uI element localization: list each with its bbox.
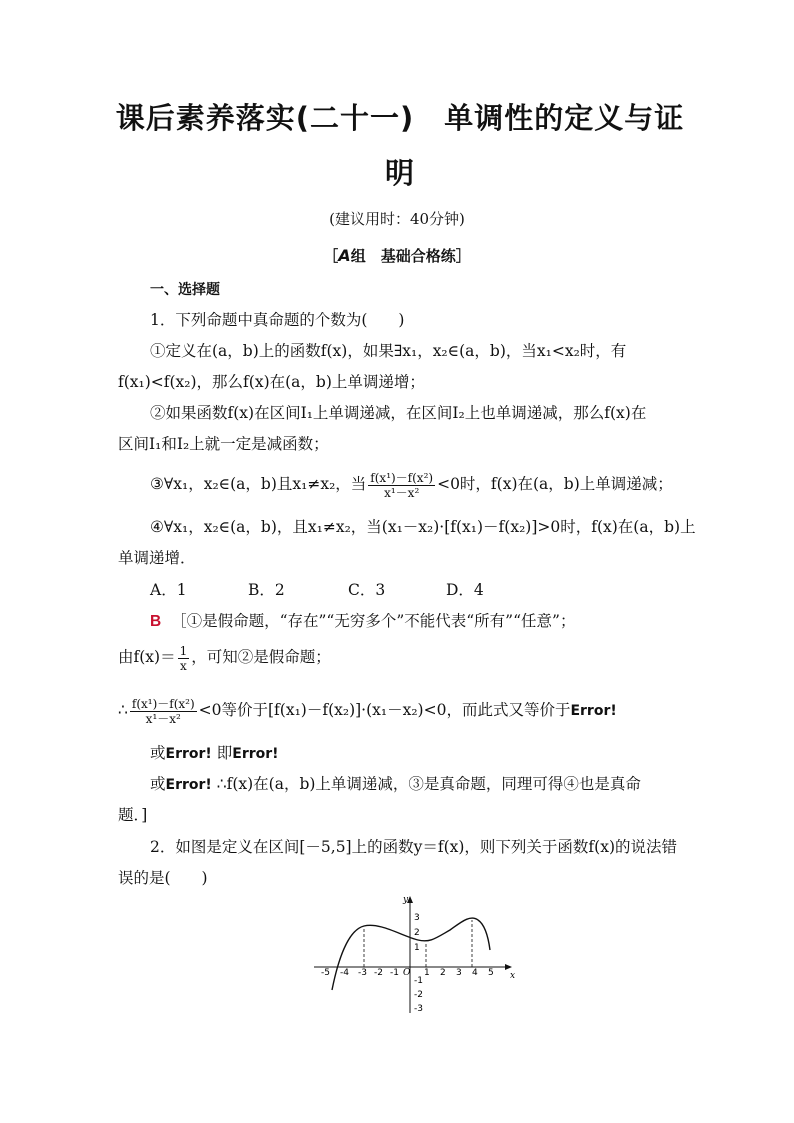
q1-options <box>150 580 710 600</box>
q1-s3-fraction <box>368 471 435 500</box>
q1-statement-4-cont: 单调递增． <box>118 549 196 567</box>
exp3-post: <0等价于[f(x₁)－f(x₂)]·(x₁－x₂)<0，而此式又等价于 <box>198 701 571 719</box>
y-tick-neg2: -2 <box>414 990 423 1000</box>
function-graph <box>310 890 520 1015</box>
q1-statement-2: ②如果函数f(x)在区间I₁上单调递减，在区间I₂上也单调递减，那么f(x)在 <box>150 404 647 422</box>
q1-statement-1: ①定义在(a，b)上的函数f(x)，如果∃x₁，x₂∈(a，b)，当x₁<x₂时，有 <box>150 342 627 360</box>
exp5-post: ∴f(x)在(a，b)上单调递减，③是真命题，同理可得④也是真命 <box>216 775 641 793</box>
option-a: A．1 <box>150 581 187 599</box>
group-label: 组 基础合格练 <box>350 247 456 265</box>
x-tick-3: 3 <box>456 968 462 978</box>
time-note: (建议用时：40分钟) <box>329 210 465 228</box>
group-letter: A <box>338 246 351 265</box>
q1-s3-pre: ③∀x₁，x₂∈(a，b)且x₁≠x₂，当 <box>150 475 367 493</box>
exp3-numerator: f(x¹)－f(x²) <box>131 696 195 711</box>
q1-explanation-5 <box>150 774 710 795</box>
y-tick-neg1: -1 <box>414 976 423 986</box>
x-tick-neg2: -2 <box>374 968 383 978</box>
y-tick-1: 1 <box>414 943 420 953</box>
q1-explanation-3 <box>118 693 678 728</box>
exp2-fraction <box>178 644 190 673</box>
x-tick-neg5: -5 <box>321 968 330 978</box>
function-curve <box>332 918 490 990</box>
q1-statement-3 <box>150 467 710 501</box>
y-axis-label: y <box>403 895 409 905</box>
error-text-4: Error! <box>165 777 212 793</box>
q1-statement-1-cont: f(x₁)<f(x₂)，那么f(x)在(a，b)上单调递增； <box>118 373 425 391</box>
page-title: 课后素养落实(二十一) 单调性的定义与证 <box>115 101 685 135</box>
x-tick-neg4: -4 <box>340 968 349 978</box>
x-tick-1: 1 <box>424 968 430 978</box>
y-tick-3: 3 <box>414 913 420 923</box>
x-tick-neg1: -1 <box>390 968 399 978</box>
x-axis-label: x <box>510 971 516 981</box>
option-d: D．4 <box>446 581 484 599</box>
x-tick-4: 4 <box>472 968 478 978</box>
q1-stem: 1．下列命题中真命题的个数为( ) <box>150 311 405 329</box>
explanation-text-1: ［①是假命题，“存在”“无穷多个”不能代表“所有”“任意”； <box>171 612 576 630</box>
exp2-denominator: x <box>180 658 187 673</box>
error-text-1: Error! <box>570 703 617 719</box>
q1-explanation-4 <box>150 743 710 764</box>
group-heading <box>0 245 794 266</box>
exp2-numerator: 1 <box>179 643 188 658</box>
x-tick-2: 2 <box>440 968 446 978</box>
q1-explanation-6: 题．] <box>118 806 148 824</box>
error-text-3: Error! <box>232 746 279 762</box>
y-tick-2: 2 <box>414 928 420 938</box>
q1-s3-denominator: x¹－x² <box>384 485 420 500</box>
exp5-pre: 或 <box>150 775 166 793</box>
q1-explanation-1 <box>150 611 710 632</box>
exp4-mid: 即 <box>216 744 233 762</box>
answer-label: B <box>150 613 162 630</box>
exp3-fraction <box>130 697 197 726</box>
exp2-post: ，可知②是假命题； <box>191 648 331 666</box>
exp2-pre: 由f(x)＝ <box>118 648 176 666</box>
exp3-denominator: x¹－x² <box>145 711 181 726</box>
origin-label: O <box>403 968 411 978</box>
group-bracket-close: ］ <box>455 247 471 265</box>
option-c: C．3 <box>348 581 386 599</box>
page-title-continued: 明 <box>384 156 415 190</box>
section-label: 一、选择题 <box>150 282 220 298</box>
x-tick-5: 5 <box>488 968 494 978</box>
q1-explanation-2 <box>118 637 678 677</box>
q1-statement-2-cont: 区间I₁和I₂上就一定是减函数； <box>118 435 329 453</box>
q2-stem-cont: 误的是( ) <box>118 869 208 887</box>
group-bracket-open: ［ <box>323 247 339 265</box>
error-text-2: Error! <box>165 746 212 762</box>
q1-s3-numerator: f(x¹)－f(x²) <box>370 470 434 485</box>
option-b: B．2 <box>248 581 285 599</box>
y-tick-neg3: -3 <box>414 1004 423 1014</box>
x-axis-arrow <box>505 964 512 970</box>
q2-stem: 2．如图是定义在区间[－5,5]上的函数y＝f(x)，则下列关于函数f(x)的说法错 <box>150 838 678 856</box>
x-tick-neg3: -3 <box>358 968 367 978</box>
exp3-pre: ∴ <box>118 701 128 719</box>
q1-statement-4: ④∀x₁，x₂∈(a，b)，且x₁≠x₂，当(x₁－x₂)·[f(x₁)－f(x₂)]>0时，f(x)在(a，b)上 <box>150 518 696 536</box>
q1-s3-post: <0时，f(x)在(a，b)上单调递减； <box>437 475 673 493</box>
exp4-pre: 或 <box>150 744 166 762</box>
